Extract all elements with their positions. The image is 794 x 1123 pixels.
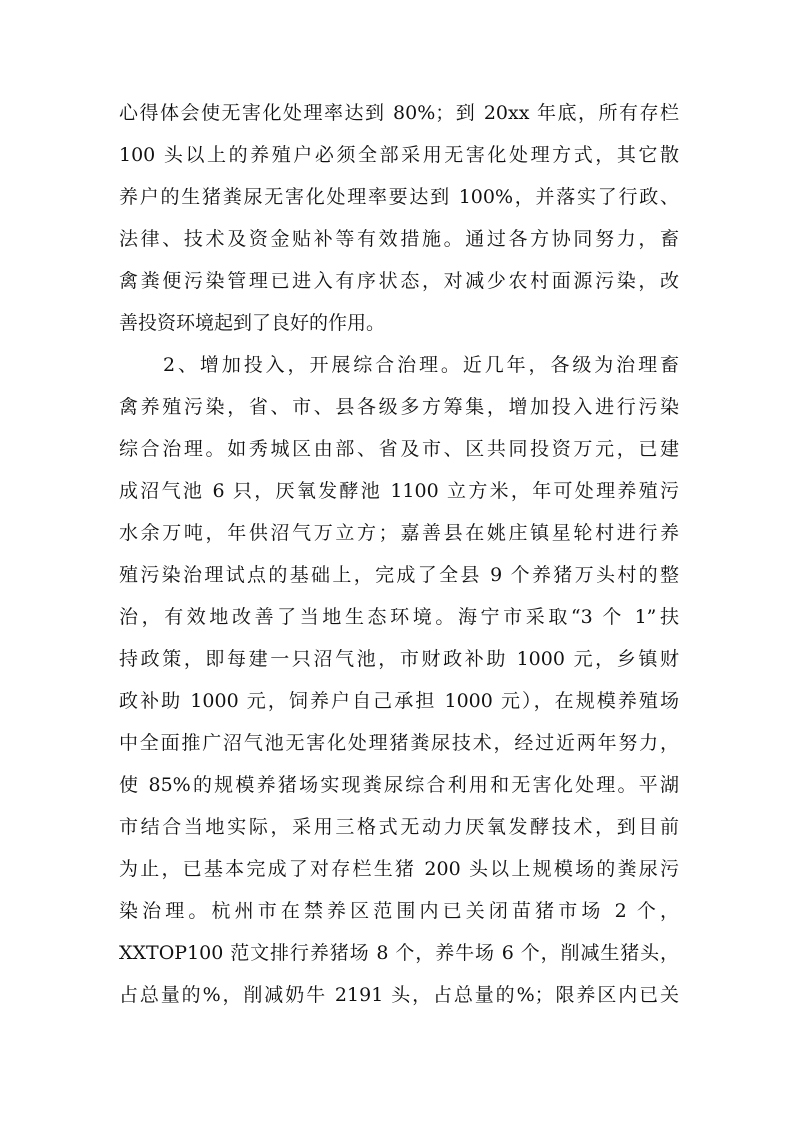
text-line-12: 殖污染治理试点的基础上，完成了全县 9 个养猪万头村的整 (119, 564, 679, 586)
text-line-7: 2、增加投入，开展综合治理。近几年，各级为治理畜 (163, 354, 679, 376)
text-line-14: 持政策，即每建一只沼气池，市财政补助 1000 元，乡镇财 (119, 648, 679, 670)
text-line-22: 占总量的%，削减奶牛 2191 头，占总量的%；限养区内已关 (119, 984, 679, 1006)
text-line-16: 中全面推广沼气池无害化处理猪粪尿技术，经过近两年努力， (119, 732, 679, 754)
document-body (119, 92, 679, 1016)
text-line-21: XXTOP100 范文排行养猪场 8 个，养牛场 6 个，削减生猪头， (119, 942, 679, 964)
text-line-18: 市结合当地实际，采用三格式无动力厌氧发酵技术，到目前 (119, 816, 679, 838)
text-line-20: 染治理。杭州市在禁养区范围内已关闭苗猪市场 2 个， (119, 900, 679, 922)
text-line-17: 使 85%的规模养猪场实现粪尿综合利用和无害化处理。平湖 (119, 774, 679, 796)
text-line-5: 禽粪便污染管理已进入有序状态，对减少农村面源污染，改 (119, 270, 679, 292)
text-line-6: 善投资环境起到了良好的作用。 (119, 312, 386, 334)
text-line-1: 心得体会使无害化处理率达到 80%；到 20xx 年底，所有存栏 (119, 102, 679, 124)
text-line-11: 水余万吨，年供沼气万立方；嘉善县在姚庄镇星轮村进行养 (119, 522, 679, 544)
text-line-3: 养户的生猪粪尿无害化处理率要达到 100%，并落实了行政、 (119, 186, 679, 208)
text-line-2: 100 头以上的养殖户必须全部采用无害化处理方式，其它散 (119, 144, 679, 166)
text-line-13: 治，有效地改善了当地生态环境。海宁市采取“3 个 1”扶 (119, 606, 679, 628)
text-line-19: 为止，已基本完成了对存栏生猪 200 头以上规模场的粪尿污 (119, 858, 679, 880)
text-line-15: 政补助 1000 元，饲养户自己承担 1000 元），在规模养殖场 (119, 690, 679, 712)
text-line-10: 成沼气池 6 只，厌氧发酵池 1100 立方米，年可处理养殖污 (119, 480, 679, 502)
text-line-9: 综合治理。如秀城区由部、省及市、区共同投资万元，已建 (119, 438, 679, 460)
text-line-8: 禽养殖污染，省、市、县各级多方筹集，增加投入进行污染 (119, 396, 679, 418)
text-line-4: 法律、技术及资金贴补等有效措施。通过各方协同努力，畜 (119, 228, 679, 250)
